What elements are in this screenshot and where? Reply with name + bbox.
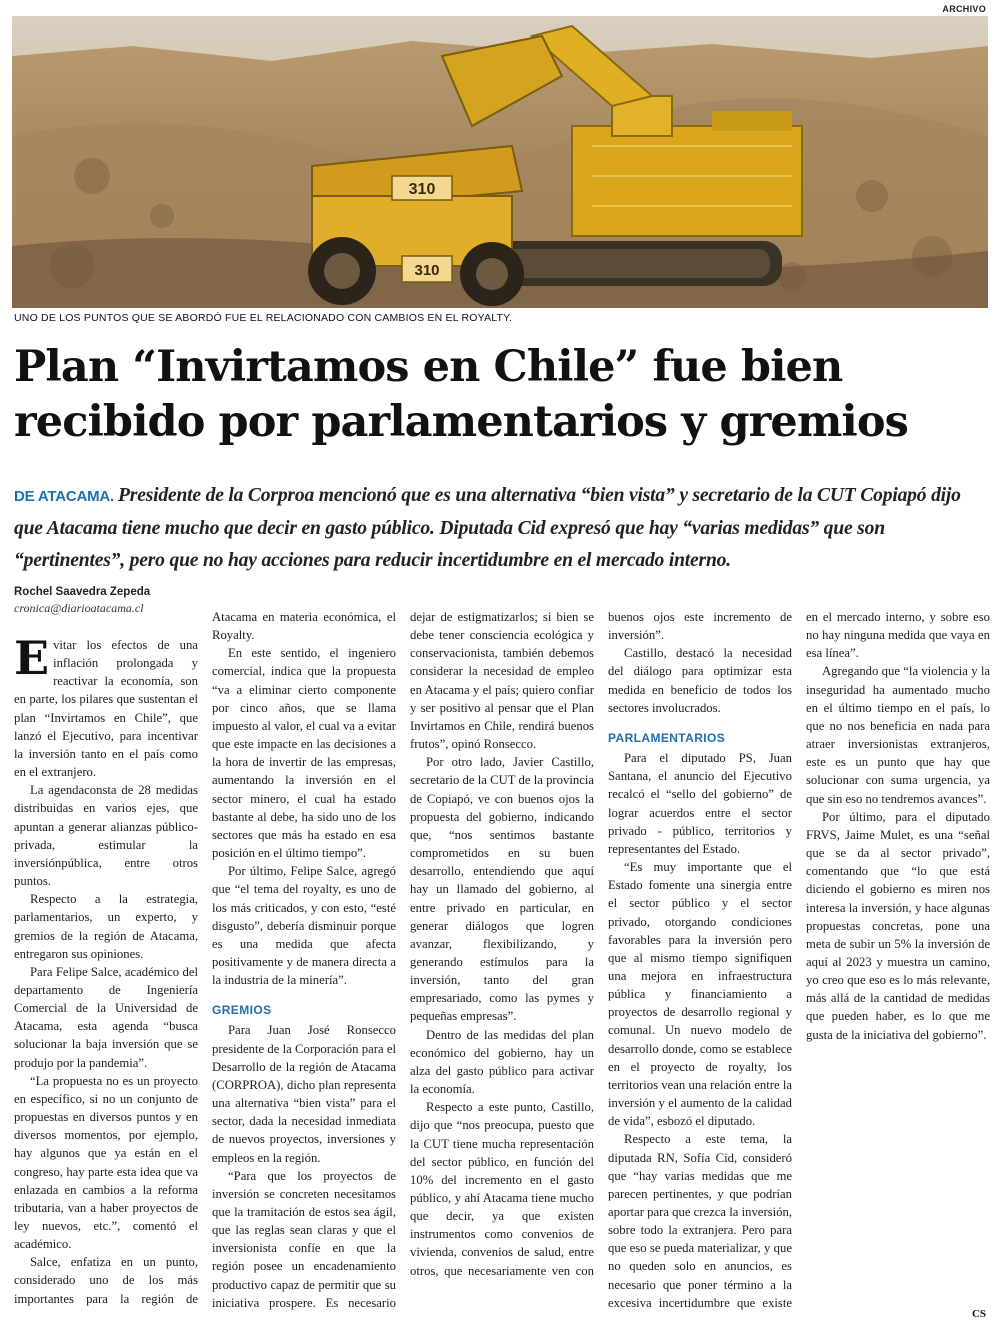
photo-caption: UNO DE LOS PUNTOS QUE SE ABORDÓ FUE EL RELACIONADO CON CAMBIOS EN EL ROYALTY. xyxy=(14,312,513,324)
svg-text:310: 310 xyxy=(408,181,436,198)
paragraph: Respecto a la estrategia, parlamentarios, un experto, y gremios de la región de Atacama, entregaron sus opiniones. xyxy=(14,892,198,961)
paragraph: Agregando que “la violencia y la inseguridad ha aumentado mucho en el último tiempo en el país, lo que no nos beneficia en nada para atraer inversionistas extranjeros, este es un punto que hay que solucionar con suma urgencia, ya que sin eso no tendremos avances”. xyxy=(806,664,990,806)
paragraph: Para Felipe Salce, académico del departamento de Ingeniería Comercial de la Universidad de Atacama, esta agenda “busca solucionar la baja inversión que se produjo por la pandemia”. xyxy=(14,964,198,1070)
lead-text: Presidente de la Corproa mencionó que es una alternativa “bien vista” y secretario de la CUT Copiapó dijo que Atacama tiene mucho que decir en gasto público. Diputada Cid expresó que hay “varias medidas” que son “pertinentes”, pero que no hay acciones para reducir incertidumbre en el mercado interno. xyxy=(14,485,961,571)
lead-paragraph xyxy=(14,480,990,577)
paragraph: Dentro de las medidas del plan económico del gobierno, hay un alza del gasto público para activar la economía. xyxy=(410,1027,594,1097)
paragraph: Para el diputado PS, Juan Santana, el anuncio del Ejecutivo recalcó el “sello del gobierno” de lograr acuerdos entre el sector privado - público, territorios y representantes del Estado. xyxy=(608,751,792,856)
paragraph: “Es muy importante que el Estado fomente una sinergia entre el sector público y el sector privado, otorgando condiciones favorables para la inversión pero que al mismo tiempo signifiquen una mejora en infraestructura pública y financiamiento a proyectos de desarrollo regional y comunal. Un nuevo modelo de desarrollo donde, como se establece en el proyecto de royalty, los territorios vean una relación entre la inversión y el aumento de la calidad de vida”, esbozó el diputado. xyxy=(608,860,792,1129)
haul-truck xyxy=(308,146,524,306)
end-mark: CS xyxy=(971,1308,986,1320)
paragraph: Salce, enfatiza en un punto, considerado uno de los más importantes para la región de Atacama en materia económica, el Royalty. xyxy=(14,610,396,1306)
mining-photo xyxy=(12,16,988,308)
paragraph: En este sentido, el ingeniero comercial, indica que la propuesta “va a eliminar cierto componente por cinco años, que se llama impuesto al valor, el cual va a evitar que este impacte en las decisiones a la hora de invertir de las empresas, aumentando la inversión en el sector minero, el cual ha estado bastante al debe, ha sido uno de los sectores que más ha estado en esa posición en el último tiempo”. xyxy=(212,646,396,861)
author-email[interactable]: cronica@diarioatacama.cl xyxy=(14,601,144,615)
paragraph: “Para que los proyectos de inversión se concreten necesitamos que la tramitación de estos sea ágil, que las reglas sean claras y que el inversionista confíe en que la región posee un encadenamiento productivo capaz de permitir que su iniciativa prospere. Es necesario dejar de estigmatizarlos; si bien se debe tener consciencia ecológica y conservacionista, también debemos considerar la necesidad de empleo en Atacama y el país; quiero confiar y ser positivo al pensar que el Plan Invirtamos en Chile, rendirá buenos frutos”, opinó Ronsecco. xyxy=(212,610,594,1310)
paragraph: Por otro lado, Javier Castillo, secretario de la CUT de la provincia de Copiapó, ve con buenos ojos la propuesta del gobierno, indicando que, “nos sentimos bastante comprometidos en su buen desarrollo, entendiendo que aquí hay un llamado del gobierno, al entre privado en particular, en generar diálogos que logren avanzar, flexibilizando, y generando estímulos para la inversión, tanto del gran empresariado, como las pymes y pequeñas empresas”. xyxy=(410,755,594,1024)
paragraph: Por último, para el diputado FRVS, Jaime Mulet, es una “señal que se da al sector privado”, comentando que “lo que está diciendo el gobierno es miren nos interesa la inversión, y hace algunas propuestas concretas, pone una meta de subir un 5% la inversión de aquí al 2023 y muestra un camino, yo creo que eso es lo más relevante, más allá de la cantidad de medidas que pueden haber, es lo que me gusta de la iniciativa del gobierno”. xyxy=(806,809,990,1042)
paragraph: “La propuesta no es un proyecto en específico, si no un conjunto de propuestas en diversos puntos y en diversos momentos, por ejemplo, hay algunos que ya están en el congreso, hay parte esta idea que va enlazada en cambios a la reforma tributaria, van a haber proyectos de ley nuevos, etc.”, comentó el académico. xyxy=(14,1073,198,1252)
paragraph: Para Juan José Ronsecco presidente de la Corporación para el Desarrollo de la región de Atacama (CORPROA), dicho plan representa una alternativa “bien vista” para el sector, dada la necesidad inmediata de nuevos proyectos, inversiones y empleos en la región. xyxy=(212,1023,396,1165)
svg-text:310: 310 xyxy=(414,262,440,279)
paragraph: Respecto a este tema, la diputada RN, Sofía Cid, consideró que “hay varias medidas que me parecen pertinentes, y que podrían aportar para que crezca la inversión, sobre todo la extranjera. Pero para que eso se pueda materializar, y que no queden solo en anuncios, es necesario que poner término a la excesiva incertidumbre que existe en el mercado interno, y sobre eso no hay ninguna medida que vaya en esa línea”. xyxy=(608,610,990,1310)
author-name: Rochel Saavedra Zepeda xyxy=(14,586,151,598)
paragraph: Respecto a este punto, Castillo, dijo que “nos preocupa, puesto que la CUT tiene mucha representación del sector público, en función del 10% del incremento en el gasto público, y ahí Atacama tiene mucho que decir, ya que existen instrumentos como convenios de vivienda, convenios de salud, entre otros, que necesariamente ven con buenos ojos este incremento de inversión”. xyxy=(410,610,792,1278)
subhead-gremios: GREMIOS xyxy=(212,1003,272,1018)
mining-excavator-illustration xyxy=(12,16,988,308)
paragraph: Castillo, destacó la necesidad del diálogo para optimizar esta medida en beneficio de todos los sectores involucrados. xyxy=(608,646,792,715)
headline: Plan “Invirtamos en Chile” fue bien recibido por parlamentarios y gremios xyxy=(14,342,908,447)
paragraph: Evitar los efectos de una inflación prolongada y reactivar la economía, son en parte, los pilares que sustentan el plan “Invirtamos en Chile”, que lanzó el Ejecutivo, para incentivar la inversión tanto en el país como en el extranjero. xyxy=(14,631,198,780)
paragraph: La agendaconsta de 28 medidas distribuidas en varios ejes, que apuntan a generar alianzas público-privada, estimular la inversiónpública, entre otros puntos. xyxy=(14,783,198,889)
dropcap: E xyxy=(14,631,50,685)
subhead-parlamentarios: PARLAMENTARIOS xyxy=(608,730,726,745)
photo-credit: ARCHIVO xyxy=(942,4,986,14)
dateline: DE ATACAMA. xyxy=(14,488,115,505)
paragraph: Por último, Felipe Salce, agregó que “el tema del royalty, es uno de los más criticados, y con esto, “esté disgusto”, debería disminuir porque es una medida que afecta positivamente y de manera directa a la industria de la minería”. xyxy=(212,864,396,988)
article-body xyxy=(14,608,990,1316)
